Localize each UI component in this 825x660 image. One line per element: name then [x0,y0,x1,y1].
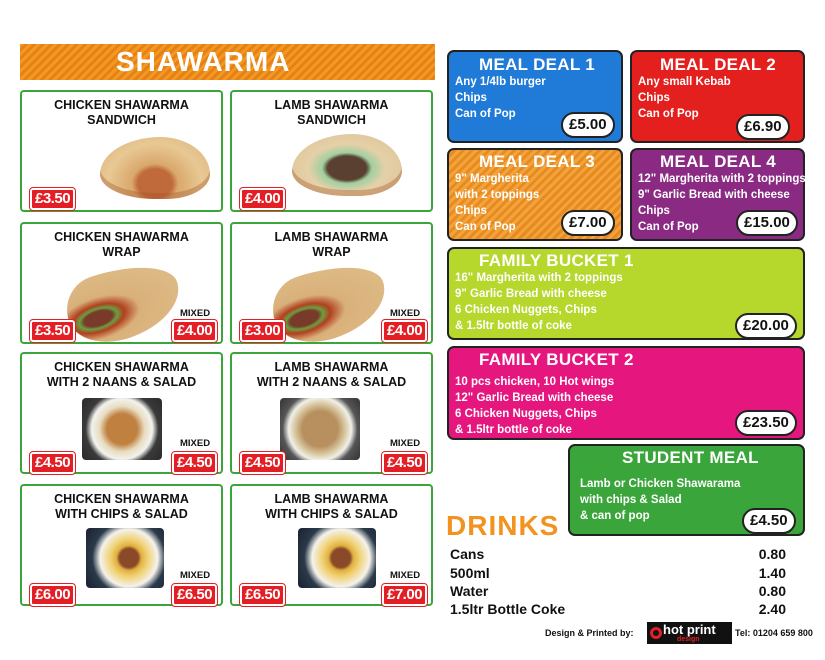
meal-deal-1[interactable] [447,50,623,143]
deal-description: 16" Margherita with 2 toppings 9" Garlic Bread with cheese 6 Chicken Nuggets, Chips & 1.5ltr bottle of coke [455,272,623,332]
mixed-label: MIXED [180,570,211,581]
lamb-sandwich-photo [292,134,402,196]
deal-title: FAMILY BUCKET 1 [479,251,634,270]
lamb-chips-photo [298,528,376,588]
item-title: LAMB SHAWARMA SANDWICH [274,98,389,127]
drink-row[interactable] [450,601,790,617]
item-price: £3.50 [30,188,75,210]
family-bucket-2[interactable] [447,346,805,440]
printer-logo-text: hot print [663,622,716,637]
menu-item-lamb-shawarma-chips[interactable] [230,484,433,606]
chicken-wrap-photo [58,252,189,354]
drink-row[interactable] [450,565,790,581]
menu-item-chicken-shawarma-naans[interactable] [20,352,223,474]
shawarma-heading: SHAWARMA [116,46,291,77]
lamb-naans-photo [280,398,360,460]
deal-title: MEAL DEAL 1 [479,55,596,74]
deal-price: £20.00 [735,313,797,339]
item-price: £4.00 [240,188,285,210]
item-title: CHICKEN SHAWARMA WRAP [54,230,189,259]
mixed-label: MIXED [390,570,421,581]
printer-telephone: Tel: 01204 659 800 [735,628,813,638]
deal-title: FAMILY BUCKET 2 [479,350,634,369]
mixed-price: £6.50 [172,584,217,606]
deal-title: MEAL DEAL 3 [479,152,596,171]
mixed-price: £4.00 [172,320,217,342]
mixed-label: MIXED [180,438,211,449]
item-title: CHICKEN SHAWARMA SANDWICH [54,98,189,127]
drink-name: Water [450,583,489,599]
deal-price: £23.50 [735,410,797,436]
deal-description: 9" Margherita with 2 toppings Chips Can of Pop [455,173,540,233]
menu-item-chicken-shawarma-sandwich[interactable] [20,90,223,212]
item-price: £6.00 [30,584,75,606]
printer-credit: Design & Printed by: [545,628,634,638]
family-bucket-1[interactable] [447,247,805,340]
meal-deal-2[interactable] [630,50,805,143]
meal-deal-3[interactable] [447,148,623,241]
mixed-price: £7.00 [382,584,427,606]
item-price: £3.50 [30,320,75,342]
drink-name: 1.5ltr Bottle Coke [450,601,566,617]
menu-item-chicken-shawarma-wrap[interactable] [20,222,223,344]
item-title: CHICKEN SHAWARMA WITH 2 NAANS & SALAD [46,360,197,389]
deal-title: STUDENT MEAL [622,448,759,467]
item-price: £3.00 [240,320,285,342]
menu-item-chicken-shawarma-chips[interactable] [20,484,223,606]
deal-price: £15.00 [736,210,798,236]
mixed-label: MIXED [180,308,211,319]
deal-description: Lamb or Chicken Shawarama with chips & Salad & can of pop [580,478,741,522]
deal-price: £7.00 [561,210,615,236]
shawarma-heading-banner [20,44,435,80]
printer-logo-icon [650,627,662,639]
drink-row[interactable] [450,583,790,599]
chicken-sandwich-photo [100,137,210,199]
drink-price: 1.40 [758,565,786,581]
drink-price: 0.80 [758,546,786,562]
menu-item-lamb-shawarma-naans[interactable] [230,352,433,474]
deal-description: Any 1/4lb burger Chips Can of Pop [455,76,546,120]
drinks-heading: DRINKS [446,510,560,541]
drink-name: Cans [450,546,485,562]
drink-name: 500ml [450,565,490,581]
chicken-naans-photo [82,398,162,460]
student-meal[interactable] [568,444,805,536]
drink-price: 0.80 [758,583,786,599]
mixed-price: £4.50 [382,452,427,474]
deal-description: Any small Kebab Chips Can of Pop [638,76,731,120]
chicken-chips-photo [86,528,164,588]
mixed-label: MIXED [390,438,421,449]
item-title: LAMB SHAWARMA WRAP [274,230,389,259]
printer-logo-sub: design [677,636,700,643]
item-title: CHICKEN SHAWARMA WITH CHIPS & SALAD [54,492,189,521]
meal-deal-4[interactable] [630,148,805,241]
item-title: LAMB SHAWARMA WITH CHIPS & SALAD [265,492,398,521]
drink-row[interactable] [450,546,790,562]
item-title: LAMB SHAWARMA WITH 2 NAANS & SALAD [256,360,407,389]
deal-description: 12" Margherita with 2 toppings 9" Garlic Bread with cheese Chips Can of Pop [638,173,806,233]
deal-price: £4.50 [742,508,796,534]
drink-price: 2.40 [758,601,786,617]
deal-title: MEAL DEAL 2 [660,55,777,74]
mixed-label: MIXED [390,308,421,319]
mixed-price: £4.00 [382,320,427,342]
deal-price: £5.00 [561,112,615,138]
item-price: £4.50 [240,452,285,474]
deal-price: £6.90 [736,114,790,140]
deal-title: MEAL DEAL 4 [660,152,777,171]
menu-item-lamb-shawarma-wrap[interactable] [230,222,433,344]
item-price: £6.50 [240,584,285,606]
mixed-price: £4.50 [172,452,217,474]
item-price: £4.50 [30,452,75,474]
menu-item-lamb-shawarma-sandwich[interactable] [230,90,433,212]
deal-description: 10 pcs chicken, 10 Hot wings 12" Garlic Bread with cheese 6 Chicken Nuggets, Chips & 1.5ltr bottle of coke [455,376,615,436]
